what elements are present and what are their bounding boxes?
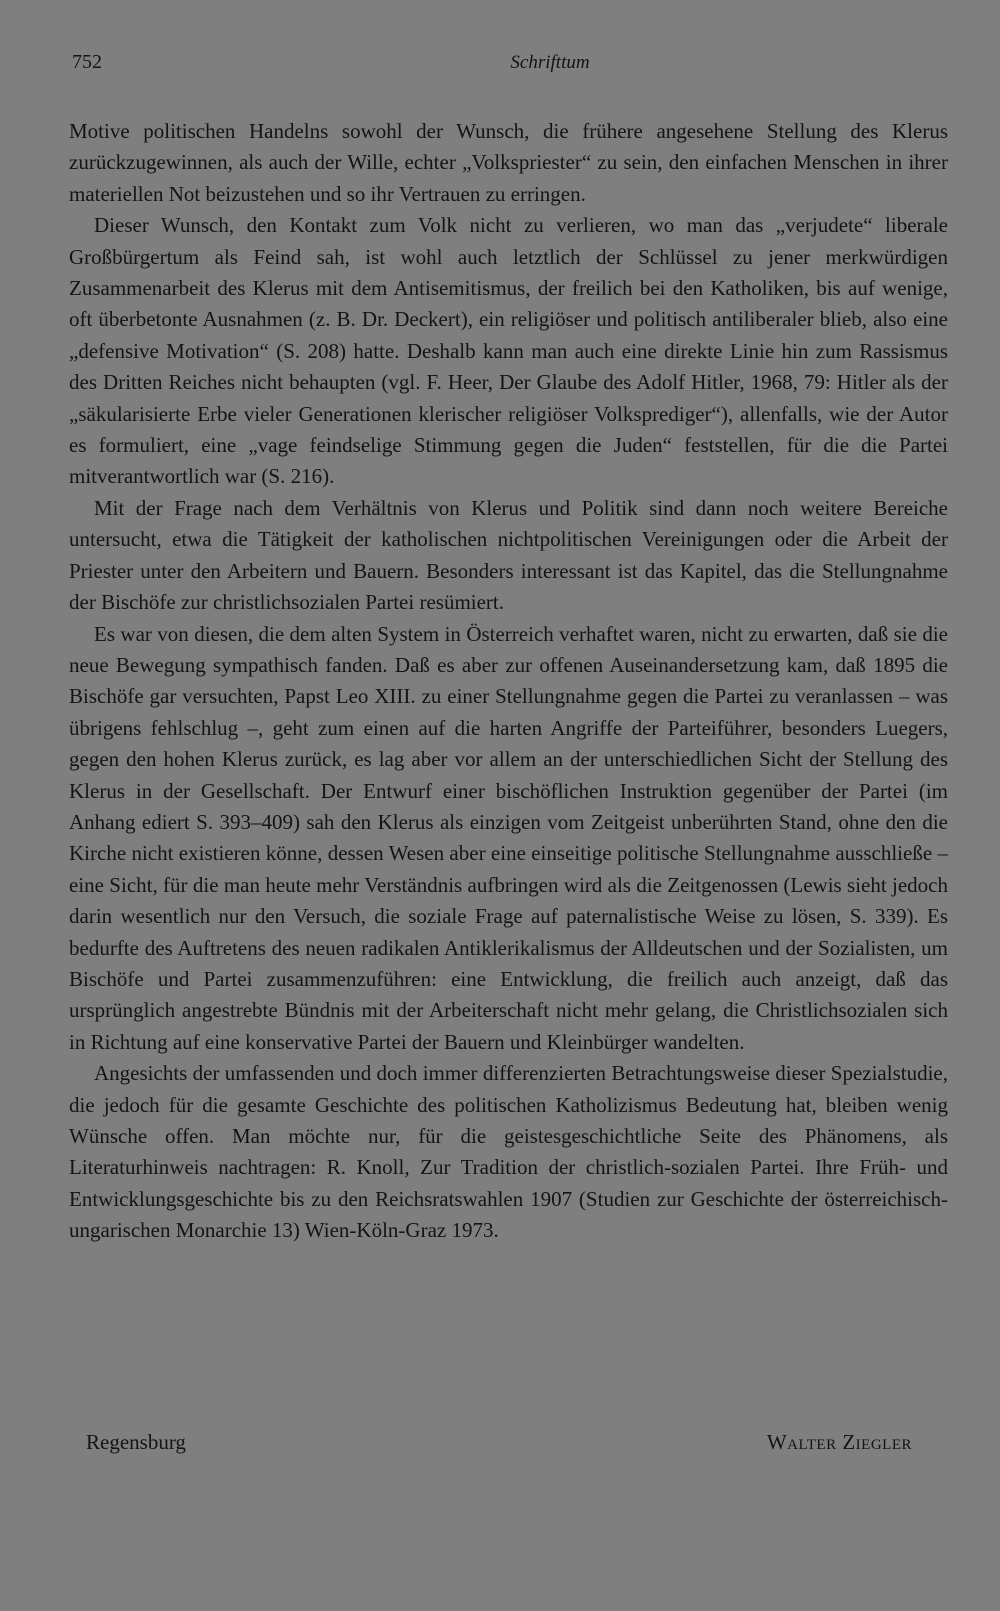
signature-line <box>86 1426 912 1458</box>
paragraph: Angesichts der umfassenden und doch immer differenzierten Betrachtungsweise dieser Spezialstudie, die jedoch für die gesamte Geschichte des politischen Katholizismus Bedeutung hat, bleiben wenig Wünsche offen. Man möchte nur, für die geistesgeschichtliche Seite des Phänomens, als Literaturhinweis nachtragen: R. Knoll, Zur Tradition der christlich-sozialen Partei. Ihre Früh- und Entwicklungsgeschichte bis zu den Reichsratswahlen 1907 (Studien zur Geschichte der österreichisch-ungarischen Monarchie 13) Wien-Köln-Graz 1973. <box>69 1061 948 1243</box>
paragraph: Mit der Frage nach dem Verhältnis von Klerus und Politik sind dann noch weitere Bereiche untersucht, etwa die Tätigkeit der katholischen nichtpolitischen Vereinigungen oder die Arbeit der Priester unter den Arbeitern und Bauern. Besonders interessant ist das Kapitel, das die Stellungnahme der Bischöfe zur christlichsozialen Partei resümiert. <box>69 495 948 615</box>
signature-place: Regensburg <box>86 1430 186 1454</box>
page-number: 752 <box>72 51 102 73</box>
paragraph: Es war von diesen, die dem alten System in Österreich verhaftet waren, nicht zu erwarten, daß sie die neue Bewegung sympathisch fanden. Daß es aber zur offenen Auseinandersetzung kam, daß 1895 die Bischöfe gar versuchten, Papst Leo XIII. zu einer Stellungnahme gegen die Partei zu veranlassen – was übrigens fehlschlug –, geht zum einen auf die harten Angriffe der Parteiführer, besonders Luegers, gegen den hohen Klerus zurück, es lag aber vor allem an der unterschiedlichen Sicht der Stellung des Klerus in der Gesellschaft. Der Entwurf einer bischöflichen Instruktion gegenüber der Partei (im Anhang ediert S. 393–409) sah den Klerus als einzigen vom Zeitgeist unberührten Stand, ohne den die Kirche nicht existieren könne, dessen Wesen aber eine einseitige politische Stellungnahme ausschließe – eine Sicht, für die man heute mehr Verständnis aufbringen wird als die Zeitgenossen (Lewis sieht jedoch darin wesentlich nur den Versuch, die soziale Frage auf paternalistische Weise zu lösen, S. 339). Es bedurfte des Auftretens des neuen radikalen Antiklerikalismus der Alldeutschen und der Sozialisten, um Bischöfe und Partei zusammenzuführen: eine Entwicklung, die freilich auch anzeigt, daß das ursprünglich angestrebte Bündnis mit der Arbeiterschaft nicht mehr gelang, die Christlichsozialen sich in Richtung auf eine konservative Partei der Bauern und Kleinbürger wandelten. <box>69 621 948 1054</box>
running-title: Schrifttum <box>510 52 590 73</box>
review-body <box>69 116 948 1247</box>
paragraph: Dieser Wunsch, den Kontakt zum Volk nicht zu verlieren, wo man das „verjudete“ liberale Großbürgertum als Feind sah, ist wohl auch letztlich der Schlüssel zu jener merkwürdigen Zusammenarbeit des Klerus mit dem Antisemitismus, der freilich bei den Katholiken, bis auf wenige, oft überbetonte Ausnahmen (z. B. Dr. Deckert), ein religiöser und politisch antiliberaler blieb, also eine „defensive Motivation“ (S. 208) hatte. Deshalb kann man auch eine direkte Linie hin zum Rassismus des Dritten Reiches nicht behaupten (vgl. F. Heer, Der Glaube des Adolf Hitler, 1968, 79: Hitler als der „säkularisierte Erbe vieler Generationen klerischer religiöser Volksprediger“), allenfalls, wie der Autor es formuliert, eine „vage feindselige Stimmung gegen die Juden“ feststellen, für die die Partei mitverantwortlich war (S. 216). <box>69 213 948 489</box>
paragraph: Motive politischen Handelns sowohl der Wunsch, die frühere angesehene Stellung des Klerus zurückzugewinnen, als auch der Wille, echter „Volkspriester“ zu sein, den einfachen Menschen in ihrer materiellen Not beizustehen und so ihr Vertrauen zu erringen. <box>69 119 948 206</box>
signature-author: Walter Ziegler <box>766 1430 912 1454</box>
